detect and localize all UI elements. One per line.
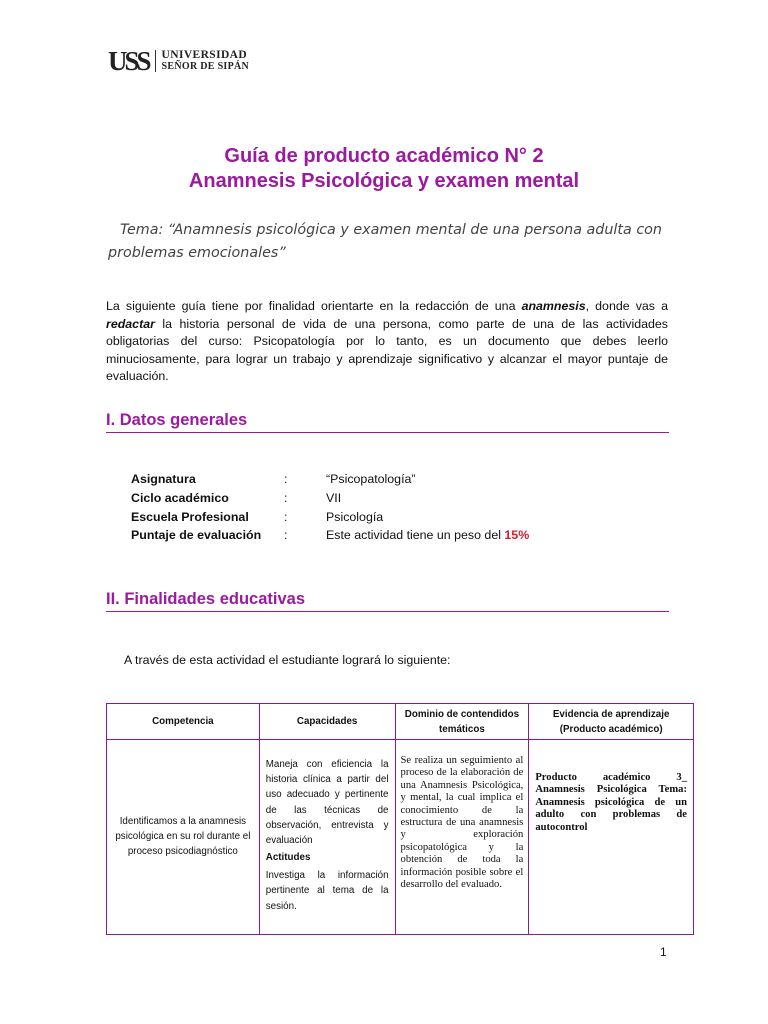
logo-mark: USS [108,45,149,76]
general-data-label: Puntaje de evaluación [131,528,262,543]
general-data-row [131,508,626,527]
logo-text [162,50,250,72]
general-data-row [131,489,626,508]
weight-text: Este actividad tiene un peso del [326,528,505,543]
actitudes-label: Actitudes [265,852,311,864]
objectives-lead: A través de esta actividad el estudiante logrará lo siguiente: [124,653,451,667]
logo-line1: UNIVERSIDAD [161,49,248,61]
capacidades-cell [259,740,395,935]
general-data-value: “Psicopatología” [326,472,416,486]
general-data-row [131,526,626,545]
topic-line2: problemas emocionales” [108,245,286,261]
intro-paragraph [106,298,668,386]
general-data-list [131,470,626,545]
capacidades-inner [260,740,395,934]
general-data-value: Psicología [326,509,384,524]
general-data-colon: : [284,472,288,486]
general-data-colon: : [284,509,288,524]
document-subtitle: Anamnesis Psicológica y examen mental [188,170,580,192]
university-logo [108,46,249,76]
capacidades-text: Maneja con eficiencia la historia clínica a partir del uso adecuado y pertinente de las técnicas de observación, entrevista y evaluación [265,759,389,847]
section-title-finalidades: II. Finalidades educativas [106,588,669,612]
topic-statement [108,219,668,265]
topic-line1: Tema: “Anamnesis psicológica y examen mental de una persona adulta con [120,222,662,238]
general-data-label: Escuela Profesional [131,509,249,524]
header-competencia: Competencia [107,704,260,740]
logo-line2: SEÑOR DE SIPÁN [161,61,250,72]
intro-emphasis-1: anamnesis [521,299,586,313]
intro-text-1: La siguiente guía tiene por finalidad orientarte en la redacción de una [106,299,522,313]
actitudes-text: Investiga la información pertinente al tema de la sesión. [265,870,389,912]
header-dominio: Dominio de contendidos temáticos [395,704,529,740]
table-row [107,740,694,935]
header-capacidades: Capacidades [259,704,395,740]
general-data-label: Asignatura [131,472,196,486]
weight-percentage: 15% [504,528,530,543]
page-number: 1 [660,945,667,959]
table-header-row [107,704,694,740]
competencia-cell: Identificamos a la anamnesis psicológica en su rol durante el proceso psicodiagnóstico [107,740,260,935]
competency-table [106,703,694,935]
general-data-colon: : [284,490,288,505]
intro-emphasis-2: redactar [106,316,155,331]
logo-divider [155,50,156,72]
intro-text-2: , donde vas a [585,299,668,313]
section-title-datos-generales: I. Datos generales [106,409,669,433]
document-title: Guía de producto académico N° 2 [224,145,544,167]
general-data-value: VII [326,490,342,505]
general-data-row [131,470,626,489]
evidencia-cell: Producto académico 3_ Anamnesis Psicológica Tema: Anamnesis psicológica de un adulto con problemas de autocontrol [529,740,694,935]
header-evidencia: Evidencia de aprendizaje (Producto académico) [529,704,694,740]
general-data-colon: : [284,528,288,543]
general-data-label: Ciclo académico [131,490,229,505]
intro-text-3: la historia personal de vida de una persona, como parte de una de las actividades obligatorias del curso: Psicopatología por lo tanto, es un documento que debes leerlo minuciosamente, para lograr un trabajo y aprendizaje significativo y alcanzar el mayor puntaje de evaluación. [106,316,668,383]
dominio-cell: Se realiza un seguimiento al proceso de la elaboración de una Anamnesis Psicológica, y mental, la cual implica el conocimiento de la estructura de una anamnesis y exploración psicopatológica y la obtención de toda la información posible sobre el desarrollo del evaluado. [395,740,529,935]
general-data-value [326,526,626,545]
